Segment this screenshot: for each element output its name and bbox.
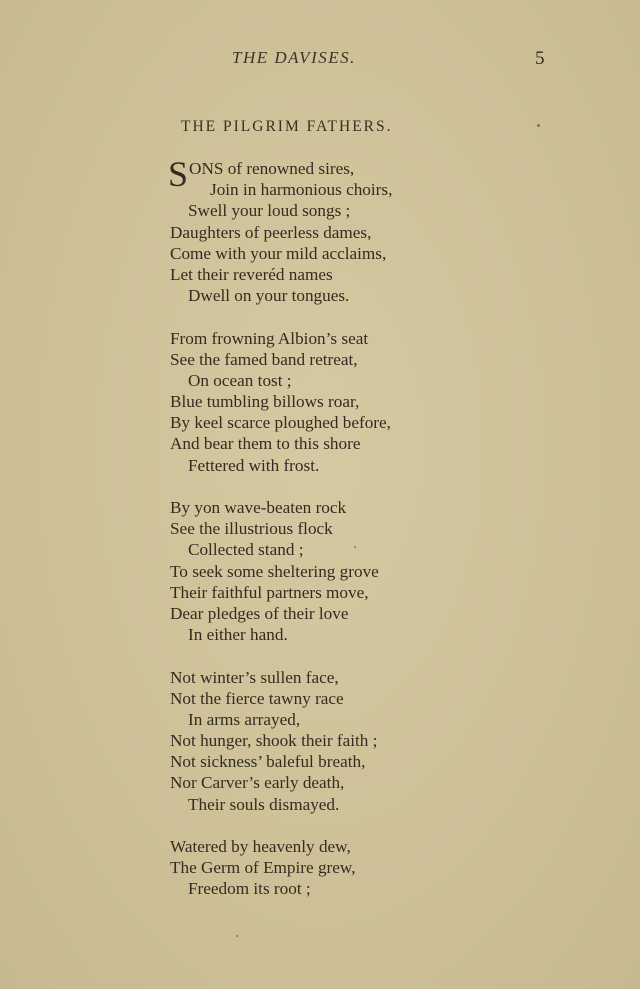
- poem-line: Freedom its root ;: [188, 879, 311, 899]
- stanza-2: [170, 328, 392, 476]
- stanza-3: [170, 497, 392, 645]
- poem-line: Dwell on your tongues.: [188, 286, 350, 306]
- page-number: 5: [535, 48, 545, 69]
- poem-title: THE PILGRIM FATHERS.: [181, 118, 393, 135]
- poem-line: Nor Carver’s early death,: [170, 773, 345, 793]
- poem-line: Swell your loud songs ;: [188, 201, 351, 221]
- poem-line-text: ONS of renowned sires,: [189, 159, 355, 178]
- drop-cap: S: [168, 154, 189, 194]
- poem-line: Their faithful partners move,: [170, 582, 369, 602]
- poem-line: Not hunger, shook their faith ;: [170, 731, 378, 751]
- poem-line: In either hand.: [188, 625, 288, 645]
- stanza-4: [170, 667, 392, 815]
- poem-line: See the famed band retreat,: [170, 349, 358, 369]
- poem-line: Not winter’s sullen face,: [170, 667, 339, 687]
- poem-line: The Germ of Empire grew,: [170, 858, 356, 878]
- poem-line: In arms arrayed,: [188, 709, 301, 729]
- poem-line: Watered by heavenly dew,: [170, 837, 351, 856]
- poem-line: From frowning Albion’s seat: [170, 328, 369, 348]
- stanza-5: [170, 836, 392, 900]
- poem-line: Join in harmonious choirs,: [210, 180, 393, 200]
- poem-line: Dear pledges of their love: [170, 603, 349, 623]
- poem-line: By keel scarce ploughed before,: [170, 413, 391, 433]
- poem-line: Not sickness’ baleful breath,: [170, 752, 366, 772]
- poem-line: Fettered with frost.: [188, 455, 320, 475]
- running-head: THE DAVISES.: [232, 48, 356, 67]
- paper-speck: [354, 546, 356, 548]
- poem-line: And bear them to this shore: [170, 434, 361, 454]
- poem-line: Not the fierce tawny race: [170, 688, 344, 708]
- poem-line: Their souls dismayed.: [188, 794, 340, 814]
- poem-line: Blue tumbling billows roar,: [170, 392, 360, 412]
- poem-line: Let their reveréd names: [170, 264, 333, 284]
- poem-line: Daughters of peerless dames,: [170, 222, 372, 242]
- poem-line: Collected stand ;: [188, 540, 304, 560]
- poem-line: By yon wave-beaten rock: [170, 498, 347, 517]
- paper-speck: [537, 124, 540, 127]
- paper-speck: [236, 935, 238, 937]
- poem-line: On ocean tost ;: [188, 370, 292, 390]
- poem-line: See the illustrious flock: [170, 519, 333, 539]
- stanza-1: [168, 154, 393, 306]
- poem-line: To seek some sheltering grove: [170, 561, 379, 581]
- poem-line: Come with your mild acclaims,: [170, 243, 387, 263]
- poem-body: [168, 154, 393, 921]
